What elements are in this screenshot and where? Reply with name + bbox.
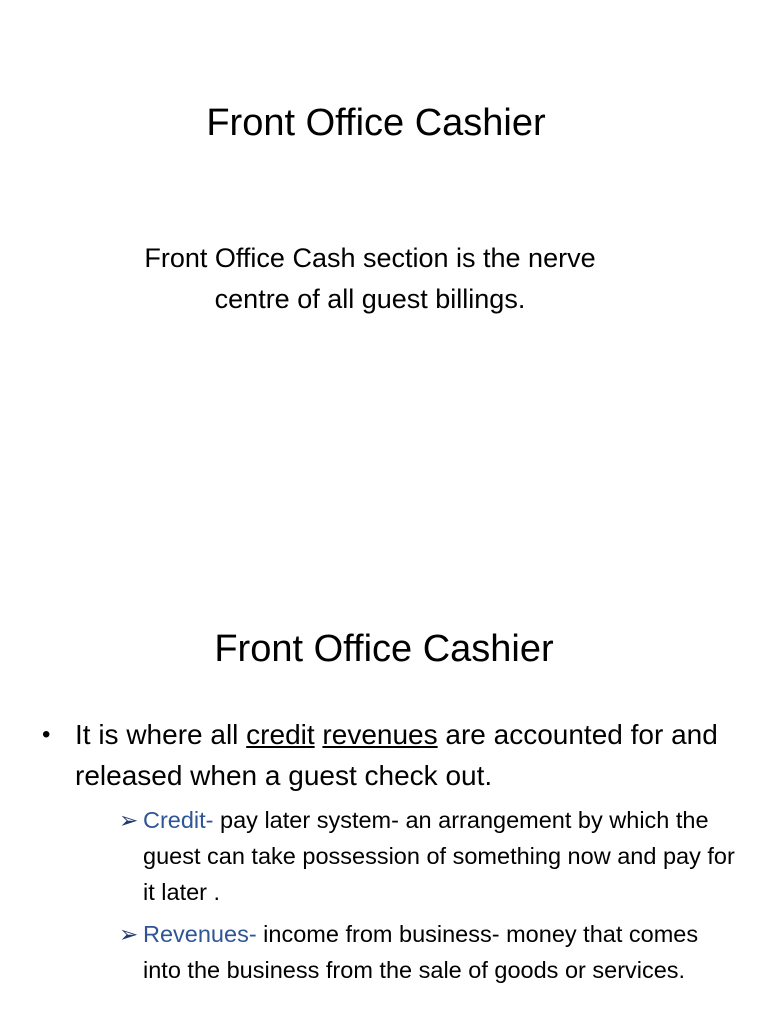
bullet-text-before: It is where all [75, 719, 247, 750]
subpoint-credit [75, 802, 740, 910]
slide-2-title: Front Office Cashier [214, 628, 554, 670]
slide-1-subtitle [90, 238, 650, 320]
bullet-list [40, 714, 740, 994]
slide-2 [0, 580, 768, 1024]
subpoint-term: Credit- [143, 807, 214, 833]
credit-link[interactable]: credit [246, 719, 315, 750]
subpoint-text: income from business- money that comes into the business from the sale of goods or services. [143, 921, 699, 983]
bullet-item [40, 714, 740, 988]
revenues-link[interactable]: revenues [322, 719, 438, 750]
bullet-dot-icon: • [42, 721, 51, 748]
arrow-bullet-icon: ➢ [119, 807, 139, 833]
bullet-text-after: are accounted for and released when a guest check out. [75, 719, 718, 791]
subpoint-list [75, 802, 740, 988]
slide-1-title: Front Office Cashier [206, 102, 546, 144]
subpoint-revenues [75, 916, 740, 988]
subpoint-text: pay later system- an arrangement by which the guest can take possession of something now and pay for it later . [143, 807, 735, 905]
subtitle-line-1: Front Office Cash section is the nerve [144, 243, 596, 273]
subpoint-term: Revenues- [143, 921, 257, 947]
subtitle-line-2: centre of all guest billings. [214, 284, 526, 314]
arrow-bullet-icon: ➢ [119, 921, 139, 947]
